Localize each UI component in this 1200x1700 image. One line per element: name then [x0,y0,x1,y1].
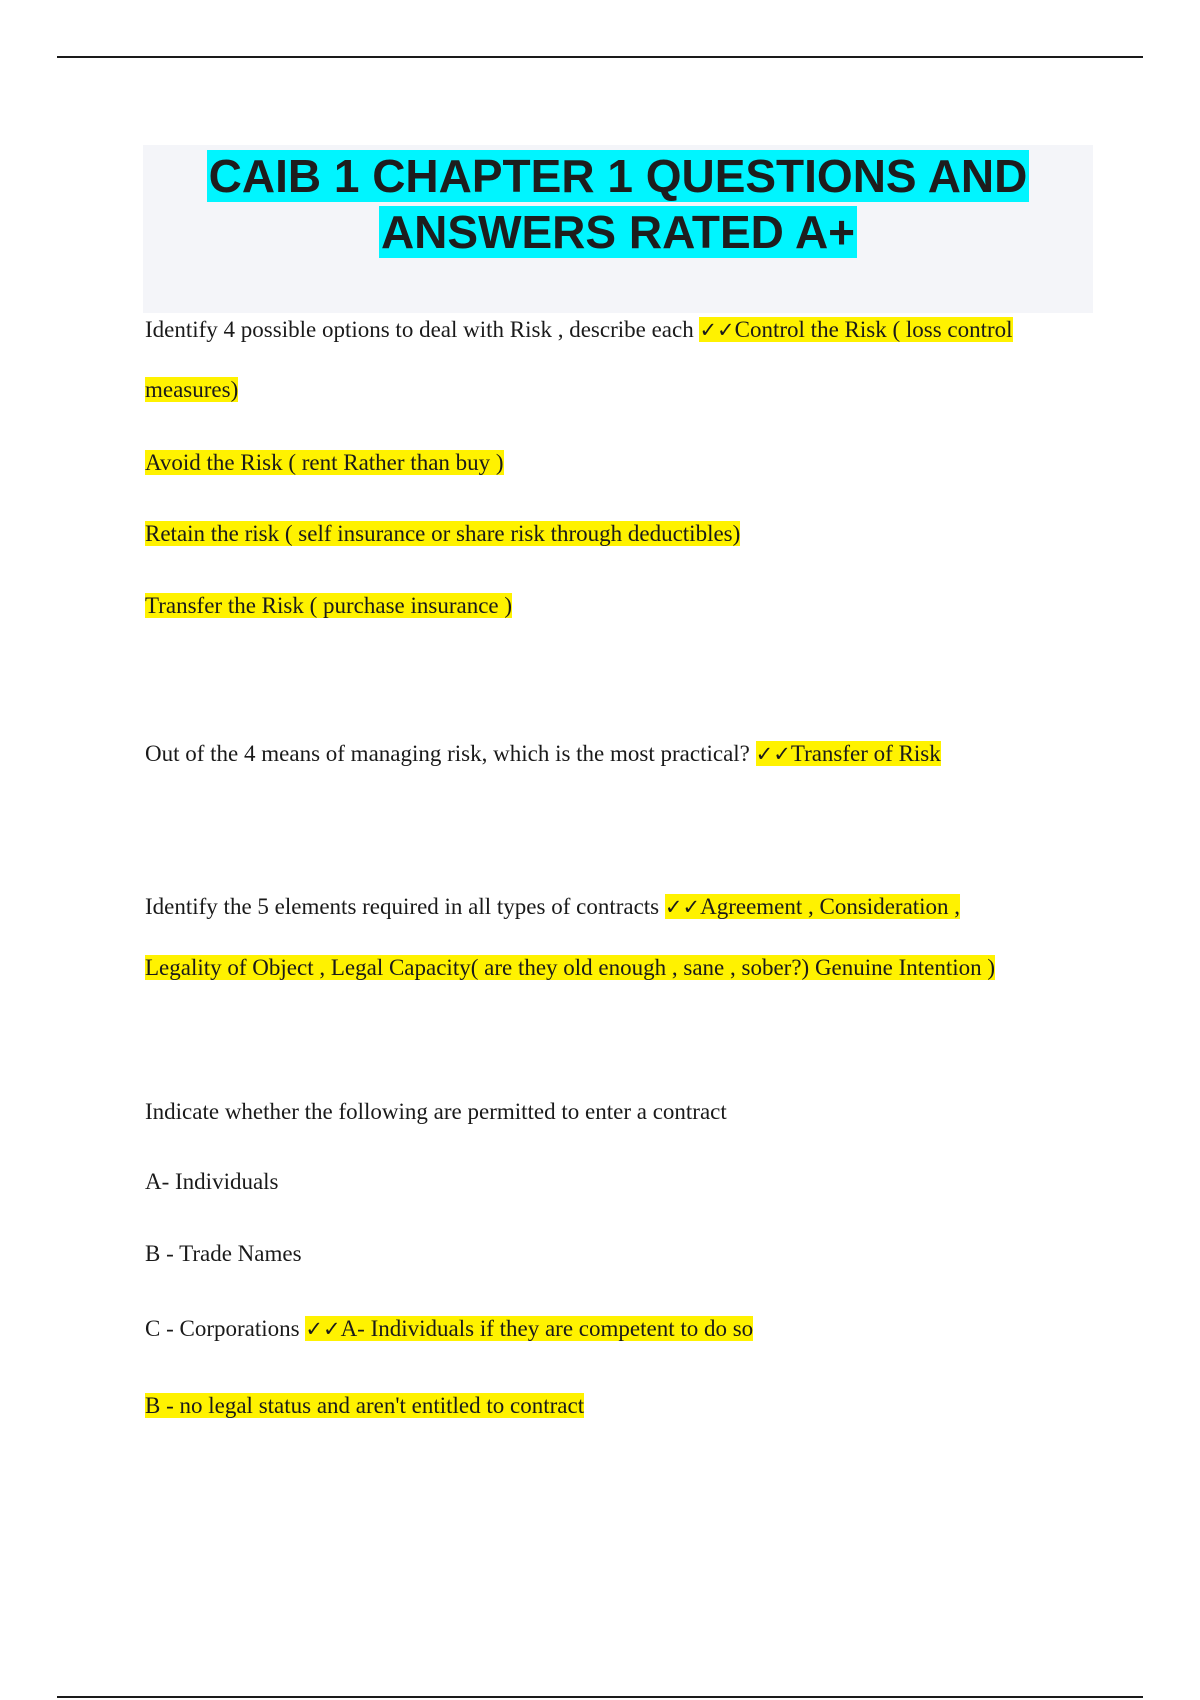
qa-1-answer-line: Transfer the Risk ( purchase insurance ) [145,593,513,618]
qa-4-question: Indicate whether the following are permitted to enter a contract [145,1099,727,1124]
qa-3-question-line [145,892,960,922]
title-line-2: ANSWERS RATED A+ [380,206,856,258]
qa-2-answer-start [756,741,941,766]
qa-1-question-line [145,315,1013,345]
qa-3-question: Identify the 5 elements required in all types of contracts [145,894,660,919]
qa-4-option-line: A- Individuals [145,1169,279,1194]
qa-1-answer-text: Control the Risk ( loss control [734,317,1013,342]
qa-1-answer-line: Avoid the Risk ( rent Rather than buy ) [145,450,504,475]
bottom-rule [57,1696,1143,1698]
qa-4-answer-start [305,1316,753,1341]
qa-1-answer-start [699,317,1012,342]
check-mark-icon: ✓✓ [664,895,701,919]
qa-3-answer-start [665,894,960,919]
qa-2-question-line [145,739,941,769]
title-banner [143,145,1093,313]
check-mark-icon: ✓✓ [699,318,735,342]
qa-1-question: Identify 4 possible options to deal with Risk , describe each [145,317,694,342]
qa-3-answer-text: Agreement , Consideration , [700,894,961,919]
qa-4-answer-line: B - no legal status and aren't entitled to contract [145,1393,585,1418]
qa-1-answer-line: Retain the risk ( self insurance or share risk through deductibles) [145,521,741,546]
qa-2-answer-text: Transfer of Risk [790,741,941,766]
check-mark-icon: ✓✓ [305,1317,341,1341]
qa-1-answer-line: measures) [145,377,239,402]
qa-3-answer-line: Legality of Object , Legal Capacity( are they old enough , sane , sober?) Genuine Intention ) [145,955,996,980]
qa-4-answer-text: A- Individuals if they are competent to do so [340,1316,754,1341]
title-line-1: CAIB 1 CHAPTER 1 QUESTIONS AND [208,150,1028,202]
document-title [143,145,1093,260]
qa-4-option-line: C - Corporations ✓✓A- Individuals if they are competent to do so [145,1316,754,1341]
check-mark-icon: ✓✓ [755,742,791,766]
qa-2-question: Out of the 4 means of managing risk, which is the most practical? [145,741,750,766]
qa-4-option-line: B - Trade Names [145,1241,302,1266]
top-rule [57,56,1143,58]
qa-4-question-line [145,1097,727,1127]
